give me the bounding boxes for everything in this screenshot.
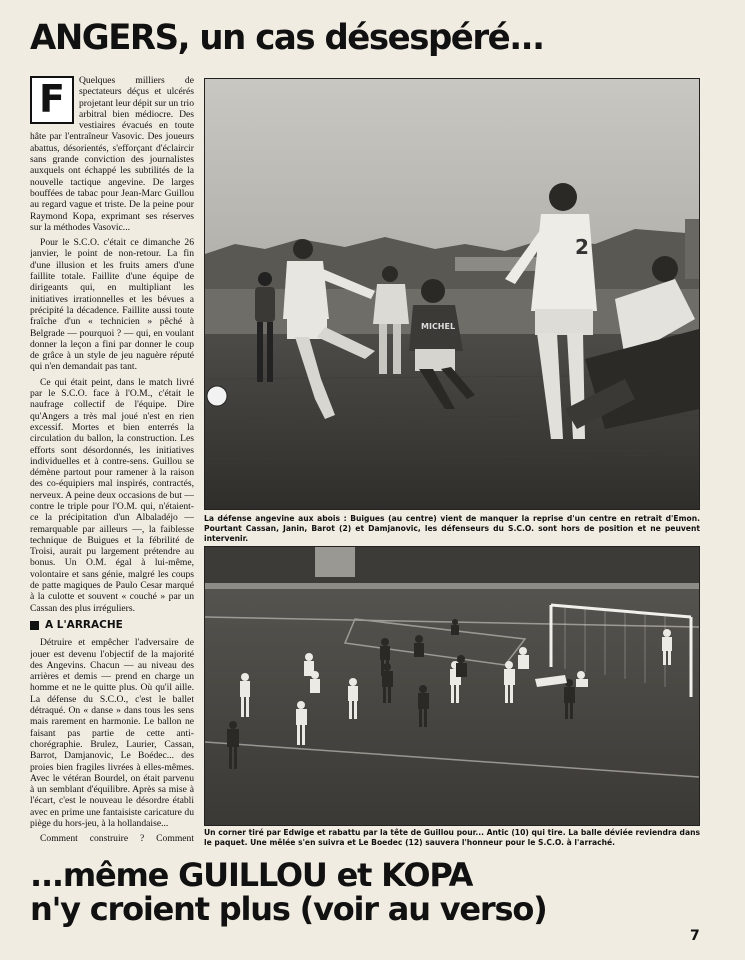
intro-text: Quelques milliers de spectateurs déçus et ulcérés projetant leur dépit sur un trio arbitral bien médiocre. Des vestiaires évacués en toute hâte par l'entraîneur Vasovic. Des joueurs abattus, désorientés, s'efforçant d'éclaircir sans grande conviction des journalistes auxquels ont échappé les subtilités de la nouvelle tactique angevine. De larges bouffées de tabac pour Jean-Marc Guillou au regard vague et triste. De la peine pour Raymond Kopa, exprimant ses réserves sur la méthodes Vasovic... <box>30 75 194 233</box>
article-paragraph-2: Pour le S.C.O. c'était ce dimanche 26 janvier, le point de non-retour. La fin d'une illusion et les fruits amers d'une faillite totale. Faillite d'une équipe de dirigeants qui, en multipliant les initiatives irrationnelles et les bévues a précipité la décadence. Faillite aussi toute fraîche d'un « technicien » pêché à Belgrade — pourquoi ? — qui, en voulant donner la leçon a fini par donner le coup de grâce à un style de jeu naguère réputé qui n'en demandait pas tant. <box>30 237 194 373</box>
svg-text:2: 2 <box>575 235 589 259</box>
match-photo-corner <box>204 546 700 826</box>
square-bullet-icon <box>30 621 39 630</box>
article-paragraph-3: Ce qui était peint, dans le match livré par le S.C.O. face à l'O.M., c'était le naufrage collectif de l'équipe. Dire qu'Angers a très mal joué n'est en rien excessif. Mortes et bien enterrés la circulation du ballon, la construction. Les efforts sont désordonnés, les initiatives individuelles et à contre-sens. Guillou se démène partout pour ramener à la raison des co-équipiers mal inspirés, contractés, nerveux. A peine deux occasions de but — contre le triple pour l'O.M. qui, n'étaient-ce la précipitation d'un Albaladéjo — remarquable par ailleurs —, la faiblesse technique de Buigues et la fébrilité de Troisi, aurait pu largement prétendre au bonus. Un O.M. égal à lui-même, volontaire et sans génie, malgré les coups de patte magiques de Paulo Cesar marqué à la culotte et souvent « couché » par un Cassan des plus irréguliers. <box>30 376 194 614</box>
article-paragraph-4: Détruire et empêcher l'adversaire de jouer est devenu l'objectif de la majorité des Angevins. Chacun — au niveau des arrières et demis — prend en charge un homme et ne le quitte plus. Où qu'il aille. La défense du S.C.O., c'est le ballet détraqué. On « danse » dans tous les sens mais rarement en harmonie. Le ballon ne faisant pas partie de cette anti-chorégraphie. Brulez, Laurier, Cassan, Barrot, Damjanovic, Le Boédec... des proies bien fragiles livrées à elles-mêmes. Avec le vétéran Bourdel, on était parvenu à un semblant d'équilibre. Après sa mise à l'écart, c'est le nouveau le désordre établi avec en prime une fantaisiste caricature du piège du hors-jeu, à la hollandaise... <box>30 637 194 829</box>
match-photo-defense <box>204 78 700 510</box>
article-intro <box>30 75 194 233</box>
photo-caption-1: La défense angevine aux abois : Buigues (au centre) vient de manquer la reprise d'un centre en retrait d'Emon. Pourtant Cassan, Janin, Barot (2) et Damjanovic, les défenseurs du S.C.O. sont hors de position et ne peuvent intervenir. <box>204 514 700 543</box>
page-number: 7 <box>690 928 700 944</box>
shirt-sponsor-text: MICHEL <box>421 322 456 331</box>
subhead-text: A L'ARRACHE <box>45 618 123 631</box>
article-column <box>30 75 194 845</box>
bottom-headline-line-1: ...même GUILLOU et KOPA <box>30 856 473 894</box>
page-headline: ANGERS, un cas désespéré... <box>30 18 544 58</box>
article-paragraph-5: Comment construire ? Comment <box>40 833 194 845</box>
article-subhead <box>30 620 194 631</box>
match-photo-corner-image <box>205 547 699 825</box>
bottom-headline <box>30 858 710 926</box>
drop-cap: F <box>30 76 74 124</box>
bottom-headline-line-2: n'y croient plus (voir au verso) <box>30 890 547 928</box>
match-photo-defense-image <box>205 79 699 509</box>
photo-caption-2: Un corner tiré par Edwige et rabattu par la tête de Guillou pour... Antic (10) qui tire. La balle déviée reviendra dans le paquet. Une mêlée s'en suivra et Le Boedec (12) sauvera l'honneur pour le S.C.O. à l'arraché. <box>204 828 700 847</box>
